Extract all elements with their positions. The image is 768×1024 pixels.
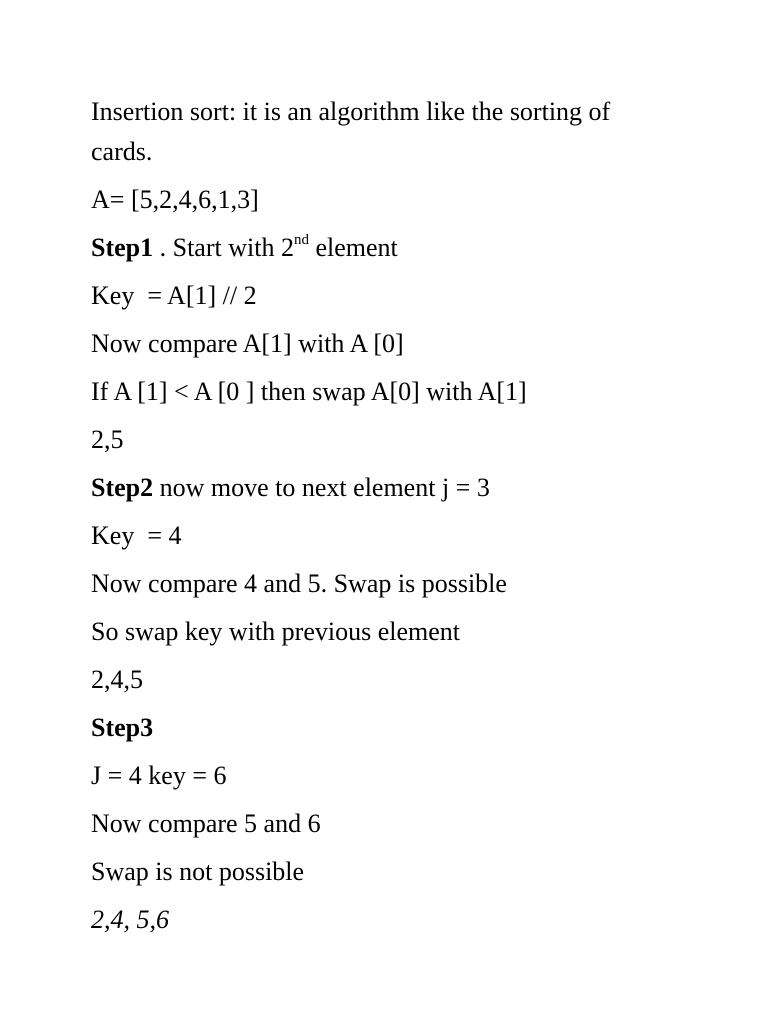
step3-line [91, 708, 671, 748]
key2-line: Key = 4 [91, 520, 182, 550]
step1-superscript: nd [293, 231, 309, 248]
step1-line [91, 228, 671, 268]
condition1-line: If A [1] < A [0 ] then swap A[0] with A[1] [91, 376, 527, 406]
compare3-line: Now compare 5 and 6 [91, 808, 321, 838]
step3-label: Step3 [91, 712, 154, 742]
step1-label: Step1 [91, 232, 154, 262]
result2-line: 2,4,5 [91, 664, 143, 694]
step2-line [91, 468, 671, 508]
document-body [91, 92, 671, 948]
step1-text-end: element [308, 232, 398, 262]
noswap3-line: Swap is not possible [91, 856, 305, 886]
step2-text: now move to next element j = 3 [153, 472, 490, 502]
intro-paragraph: Insertion sort: it is an algorithm like the sorting of cards. [91, 97, 611, 166]
compare2-line: Now compare 4 and 5. Swap is possible [91, 568, 507, 598]
array-definition: A= [5,2,4,6,1,3] [91, 184, 259, 214]
step2-label: Step2 [91, 472, 154, 502]
result3-line: 2,4, 5,6 [91, 904, 169, 934]
key1-line: Key = A[1] // 2 [91, 280, 257, 310]
key3-line: J = 4 key = 6 [91, 760, 227, 790]
compare1-line: Now compare A[1] with A [0] [91, 328, 404, 358]
step1-text: . Start with 2 [153, 232, 294, 262]
result1-line: 2,5 [91, 424, 124, 454]
swap2-line: So swap key with previous element [91, 616, 460, 646]
